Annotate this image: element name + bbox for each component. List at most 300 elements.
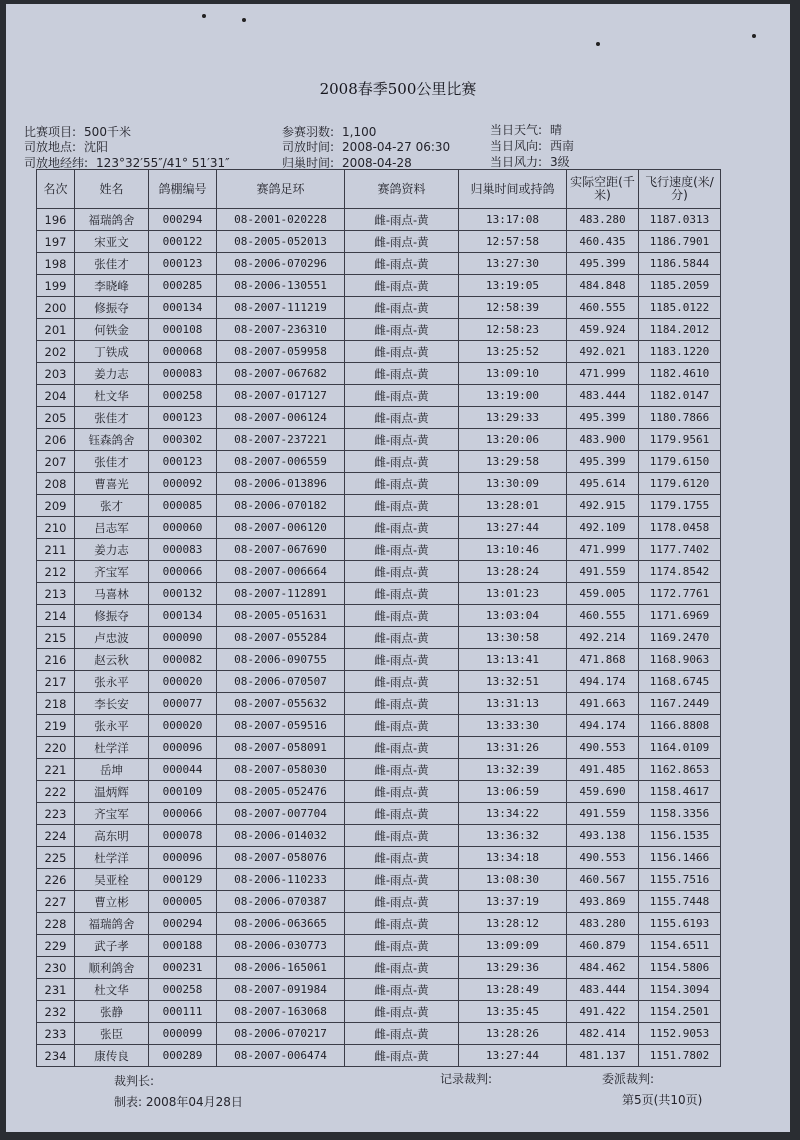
loft-cell: 000132 (149, 583, 217, 605)
distance-cell: 483.280 (567, 913, 639, 935)
ring-cell: 08-2007-059958 (217, 341, 345, 363)
distance-cell: 490.553 (567, 847, 639, 869)
ring-cell: 08-2006-165061 (217, 957, 345, 979)
ring-cell: 08-2006-070217 (217, 1023, 345, 1045)
rank-cell: 234 (37, 1045, 75, 1067)
rank-cell: 209 (37, 495, 75, 517)
table-row (37, 451, 721, 473)
ring-cell: 08-2006-030773 (217, 935, 345, 957)
return-time-cell: 13:28:49 (459, 979, 567, 1001)
loft-cell: 000134 (149, 605, 217, 627)
scan-speck (242, 18, 246, 22)
table-row (37, 1023, 721, 1045)
speed-cell: 1174.8542 (639, 561, 721, 583)
distance-cell: 494.174 (567, 671, 639, 693)
return-time-cell: 13:17:08 (459, 209, 567, 231)
bird-info-cell: 雌-雨点-黄 (345, 1001, 459, 1023)
name-cell: 齐宝军 (75, 803, 149, 825)
scan-speck (202, 14, 206, 18)
rank-cell: 202 (37, 341, 75, 363)
distance-cell: 460.879 (567, 935, 639, 957)
release-place-value: 沈阳 (84, 140, 109, 154)
loft-cell: 000078 (149, 825, 217, 847)
rank-cell: 197 (37, 231, 75, 253)
return-time-cell: 13:31:26 (459, 737, 567, 759)
wind-force-value: 3级 (550, 155, 570, 169)
table-header-row (37, 170, 721, 209)
speed-cell: 1177.7402 (639, 539, 721, 561)
loft-cell: 000122 (149, 231, 217, 253)
bird-info-cell: 雌-雨点-黄 (345, 935, 459, 957)
bird-info-cell: 雌-雨点-黄 (345, 671, 459, 693)
bird-info-cell: 雌-雨点-黄 (345, 627, 459, 649)
name-cell: 何铁金 (75, 319, 149, 341)
loft-cell: 000066 (149, 561, 217, 583)
return-time-cell: 13:09:09 (459, 935, 567, 957)
speed-cell: 1152.9053 (639, 1023, 721, 1045)
ring-cell: 08-2007-006559 (217, 451, 345, 473)
header-speed: 飞行速度(米/分) (639, 170, 721, 209)
table-row (37, 1045, 721, 1067)
table-row (37, 1001, 721, 1023)
return-time-cell: 13:34:18 (459, 847, 567, 869)
speed-cell: 1162.8653 (639, 759, 721, 781)
ring-cell: 08-2007-067682 (217, 363, 345, 385)
speed-cell: 1168.9063 (639, 649, 721, 671)
ring-cell: 08-2006-110233 (217, 869, 345, 891)
table-row (37, 781, 721, 803)
wind-dir-info (490, 137, 574, 154)
loft-cell: 000109 (149, 781, 217, 803)
table-row (37, 275, 721, 297)
name-cell: 张臣 (75, 1023, 149, 1045)
bird-info-cell: 雌-雨点-黄 (345, 869, 459, 891)
name-cell: 张佳才 (75, 407, 149, 429)
table-row (37, 517, 721, 539)
speed-cell: 1185.2059 (639, 275, 721, 297)
bird-info-cell: 雌-雨点-黄 (345, 561, 459, 583)
bird-info-cell: 雌-雨点-黄 (345, 649, 459, 671)
name-cell: 张才 (75, 495, 149, 517)
return-time-cell: 13:08:30 (459, 869, 567, 891)
speed-cell: 1178.0458 (639, 517, 721, 539)
rank-cell: 222 (37, 781, 75, 803)
return-time-cell: 13:25:52 (459, 341, 567, 363)
return-time-cell: 13:35:45 (459, 1001, 567, 1023)
return-time-cell: 13:28:26 (459, 1023, 567, 1045)
wind-dir-value: 西南 (550, 139, 575, 153)
rank-cell: 218 (37, 693, 75, 715)
ring-cell: 08-2006-070507 (217, 671, 345, 693)
chief-judge-label: 裁判长: (114, 1074, 155, 1088)
table-row (37, 847, 721, 869)
speed-cell: 1168.6745 (639, 671, 721, 693)
speed-cell: 1154.2501 (639, 1001, 721, 1023)
table-row (37, 979, 721, 1001)
return-time-cell: 13:06:59 (459, 781, 567, 803)
rank-cell: 215 (37, 627, 75, 649)
rank-cell: 213 (37, 583, 75, 605)
ring-cell: 08-2007-058030 (217, 759, 345, 781)
speed-cell: 1182.4610 (639, 363, 721, 385)
loft-cell: 000005 (149, 891, 217, 913)
header-name: 姓名 (75, 170, 149, 209)
rank-cell: 217 (37, 671, 75, 693)
event-value: 500千米 (84, 125, 131, 139)
release-place-info (24, 138, 108, 155)
name-cell: 顺利鸽舍 (75, 957, 149, 979)
bird-info-cell: 雌-雨点-黄 (345, 473, 459, 495)
ring-cell: 08-2006-070182 (217, 495, 345, 517)
table-row (37, 715, 721, 737)
loft-cell: 000044 (149, 759, 217, 781)
table-row (37, 913, 721, 935)
document-title: 2008春季500公里比赛 (319, 80, 477, 98)
loft-cell: 000123 (149, 451, 217, 473)
name-cell: 吕志军 (75, 517, 149, 539)
rank-cell: 206 (37, 429, 75, 451)
table-row (37, 759, 721, 781)
delegate-judge-label: 委派裁判: (602, 1072, 655, 1086)
rank-cell: 211 (37, 539, 75, 561)
return-time-cell: 13:10:46 (459, 539, 567, 561)
weather-info (490, 121, 562, 138)
bird-info-cell: 雌-雨点-黄 (345, 1045, 459, 1067)
rank-cell: 233 (37, 1023, 75, 1045)
made-date: 制表: 2008年04月28日 (114, 1095, 243, 1109)
bird-info-cell: 雌-雨点-黄 (345, 363, 459, 385)
bird-info-cell: 雌-雨点-黄 (345, 451, 459, 473)
rank-cell: 219 (37, 715, 75, 737)
return-time-cell: 13:03:04 (459, 605, 567, 627)
bird-info-cell: 雌-雨点-黄 (345, 583, 459, 605)
bird-info-cell: 雌-雨点-黄 (345, 407, 459, 429)
name-cell: 康传良 (75, 1045, 149, 1067)
loft-cell: 000083 (149, 539, 217, 561)
bird-info-cell: 雌-雨点-黄 (345, 693, 459, 715)
header-ring: 赛鸽足环 (217, 170, 345, 209)
speed-cell: 1171.6969 (639, 605, 721, 627)
ring-cell: 08-2007-006124 (217, 407, 345, 429)
birds-label: 参赛羽数: (282, 125, 335, 139)
ring-cell: 08-2006-014032 (217, 825, 345, 847)
return-time-cell: 13:28:12 (459, 913, 567, 935)
name-cell: 姜力志 (75, 363, 149, 385)
speed-cell: 1172.7761 (639, 583, 721, 605)
rank-cell: 210 (37, 517, 75, 539)
ring-cell: 08-2007-112891 (217, 583, 345, 605)
rank-cell: 214 (37, 605, 75, 627)
table-row (37, 627, 721, 649)
table-row (37, 803, 721, 825)
table-row (37, 605, 721, 627)
bird-info-cell: 雌-雨点-黄 (345, 825, 459, 847)
rank-cell: 198 (37, 253, 75, 275)
loft-cell: 000134 (149, 297, 217, 319)
loft-cell: 000083 (149, 363, 217, 385)
table-row (37, 341, 721, 363)
distance-cell: 491.559 (567, 561, 639, 583)
return-time-cell: 13:09:10 (459, 363, 567, 385)
rank-cell: 226 (37, 869, 75, 891)
speed-cell: 1179.9561 (639, 429, 721, 451)
distance-cell: 492.915 (567, 495, 639, 517)
loft-cell: 000294 (149, 209, 217, 231)
table-row (37, 737, 721, 759)
distance-cell: 492.214 (567, 627, 639, 649)
release-time-info (282, 138, 450, 155)
rank-cell: 196 (37, 209, 75, 231)
table-row (37, 231, 721, 253)
name-cell: 修振夺 (75, 297, 149, 319)
return-time-cell: 13:27:30 (459, 253, 567, 275)
distance-cell: 483.444 (567, 385, 639, 407)
distance-cell: 492.109 (567, 517, 639, 539)
loft-cell: 000020 (149, 671, 217, 693)
rank-cell: 216 (37, 649, 75, 671)
bird-info-cell: 雌-雨点-黄 (345, 957, 459, 979)
rank-cell: 229 (37, 935, 75, 957)
speed-cell: 1154.5806 (639, 957, 721, 979)
ring-cell: 08-2007-007704 (217, 803, 345, 825)
return-time-cell: 13:19:00 (459, 385, 567, 407)
return-time-cell: 13:29:36 (459, 957, 567, 979)
loft-cell: 000258 (149, 979, 217, 1001)
weather-label: 当日天气: (490, 123, 543, 137)
return-time-cell: 13:28:24 (459, 561, 567, 583)
ring-cell: 08-2001-020228 (217, 209, 345, 231)
table-row (37, 385, 721, 407)
distance-cell: 492.021 (567, 341, 639, 363)
header-distance: 实际空距(千米) (567, 170, 639, 209)
bird-info-cell: 雌-雨点-黄 (345, 979, 459, 1001)
table-row (37, 583, 721, 605)
speed-cell: 1184.2012 (639, 319, 721, 341)
loft-cell: 000129 (149, 869, 217, 891)
table-row (37, 297, 721, 319)
release-time-value: 2008-04-27 06:30 (342, 140, 451, 154)
name-cell: 钰森鸽舍 (75, 429, 149, 451)
bird-info-cell: 雌-雨点-黄 (345, 275, 459, 297)
table-row (37, 473, 721, 495)
loft-cell: 000090 (149, 627, 217, 649)
distance-cell: 491.422 (567, 1001, 639, 1023)
return-time-cell: 13:27:44 (459, 517, 567, 539)
bird-info-cell: 雌-雨点-黄 (345, 517, 459, 539)
loft-cell: 000099 (149, 1023, 217, 1045)
bird-info-cell: 雌-雨点-黄 (345, 1023, 459, 1045)
distance-cell: 460.567 (567, 869, 639, 891)
wind-force-info (490, 153, 570, 170)
loft-cell: 000082 (149, 649, 217, 671)
name-cell: 姜力志 (75, 539, 149, 561)
bird-info-cell: 雌-雨点-黄 (345, 341, 459, 363)
loft-cell: 000258 (149, 385, 217, 407)
distance-cell: 483.900 (567, 429, 639, 451)
distance-cell: 493.138 (567, 825, 639, 847)
return-time-cell: 12:57:58 (459, 231, 567, 253)
loft-cell: 000231 (149, 957, 217, 979)
ring-cell: 08-2007-058076 (217, 847, 345, 869)
bird-info-cell: 雌-雨点-黄 (345, 759, 459, 781)
ring-cell: 08-2006-070296 (217, 253, 345, 275)
return-time-cell: 13:29:33 (459, 407, 567, 429)
speed-cell: 1154.6511 (639, 935, 721, 957)
ring-cell: 08-2006-063665 (217, 913, 345, 935)
speed-cell: 1180.7866 (639, 407, 721, 429)
speed-cell: 1179.6120 (639, 473, 721, 495)
loft-cell: 000285 (149, 275, 217, 297)
header-return-time: 归巢时间或持鸽 (459, 170, 567, 209)
rank-cell: 204 (37, 385, 75, 407)
bird-info-cell: 雌-雨点-黄 (345, 891, 459, 913)
return-time-cell: 13:01:23 (459, 583, 567, 605)
loft-cell: 000289 (149, 1045, 217, 1067)
loft-cell: 000077 (149, 693, 217, 715)
loft-cell: 000092 (149, 473, 217, 495)
loft-cell: 000111 (149, 1001, 217, 1023)
name-cell: 温炳辉 (75, 781, 149, 803)
bird-info-cell: 雌-雨点-黄 (345, 495, 459, 517)
event-label: 比赛项目: (24, 125, 77, 139)
name-cell: 宋亚文 (75, 231, 149, 253)
table-row (37, 209, 721, 231)
distance-cell: 459.924 (567, 319, 639, 341)
release-time-label: 司放时间: (282, 140, 335, 154)
name-cell: 曹喜光 (75, 473, 149, 495)
bird-info-cell: 雌-雨点-黄 (345, 231, 459, 253)
bird-info-cell: 雌-雨点-黄 (345, 385, 459, 407)
distance-cell: 491.485 (567, 759, 639, 781)
speed-cell: 1187.0313 (639, 209, 721, 231)
speed-cell: 1155.7448 (639, 891, 721, 913)
name-cell: 齐宝军 (75, 561, 149, 583)
distance-cell: 495.399 (567, 253, 639, 275)
ring-cell: 08-2006-013896 (217, 473, 345, 495)
distance-cell: 460.435 (567, 231, 639, 253)
loft-cell: 000085 (149, 495, 217, 517)
results-table (36, 169, 721, 1067)
return-time-cell: 13:37:19 (459, 891, 567, 913)
name-cell: 福瑞鸽舍 (75, 209, 149, 231)
speed-cell: 1156.1535 (639, 825, 721, 847)
ring-cell: 08-2007-091984 (217, 979, 345, 1001)
table-row (37, 561, 721, 583)
table-row (37, 363, 721, 385)
record-judge-label: 记录裁判: (440, 1072, 493, 1086)
return-time-cell: 12:58:23 (459, 319, 567, 341)
name-cell: 马喜林 (75, 583, 149, 605)
distance-cell: 494.174 (567, 715, 639, 737)
distance-cell: 491.663 (567, 693, 639, 715)
distance-cell: 459.005 (567, 583, 639, 605)
bird-info-cell: 雌-雨点-黄 (345, 781, 459, 803)
loft-cell: 000068 (149, 341, 217, 363)
speed-cell: 1164.0109 (639, 737, 721, 759)
rank-cell: 199 (37, 275, 75, 297)
return-time-cell: 13:32:39 (459, 759, 567, 781)
table-row (37, 253, 721, 275)
ring-cell: 08-2005-052476 (217, 781, 345, 803)
bird-info-cell: 雌-雨点-黄 (345, 715, 459, 737)
rank-cell: 220 (37, 737, 75, 759)
loft-cell: 000096 (149, 737, 217, 759)
name-cell: 卢忠波 (75, 627, 149, 649)
ring-cell: 08-2007-017127 (217, 385, 345, 407)
distance-cell: 490.553 (567, 737, 639, 759)
distance-cell: 491.559 (567, 803, 639, 825)
ring-cell: 08-2005-052013 (217, 231, 345, 253)
return-time-cell: 13:33:30 (459, 715, 567, 737)
ring-cell: 08-2007-055284 (217, 627, 345, 649)
distance-cell: 495.614 (567, 473, 639, 495)
name-cell: 吴亚栓 (75, 869, 149, 891)
ring-cell: 08-2007-163068 (217, 1001, 345, 1023)
bird-info-cell: 雌-雨点-黄 (345, 539, 459, 561)
distance-cell: 481.137 (567, 1045, 639, 1067)
return-time-cell: 13:31:13 (459, 693, 567, 715)
speed-cell: 1169.2470 (639, 627, 721, 649)
header-rank: 名次 (37, 170, 75, 209)
table-row (37, 891, 721, 913)
ring-cell: 08-2007-055632 (217, 693, 345, 715)
weather-value: 晴 (550, 123, 563, 137)
loft-cell: 000294 (149, 913, 217, 935)
rank-cell: 232 (37, 1001, 75, 1023)
header-bird-info: 赛鸽资料 (345, 170, 459, 209)
name-cell: 高东明 (75, 825, 149, 847)
loft-cell: 000188 (149, 935, 217, 957)
name-cell: 李长安 (75, 693, 149, 715)
distance-cell: 495.399 (567, 451, 639, 473)
speed-cell: 1183.1220 (639, 341, 721, 363)
rank-cell: 201 (37, 319, 75, 341)
rank-cell: 224 (37, 825, 75, 847)
return-time-cell: 13:30:58 (459, 627, 567, 649)
bird-info-cell: 雌-雨点-黄 (345, 319, 459, 341)
name-cell: 赵云秋 (75, 649, 149, 671)
name-cell: 岳坤 (75, 759, 149, 781)
name-cell: 修振夺 (75, 605, 149, 627)
distance-cell: 484.848 (567, 275, 639, 297)
coords-label: 司放地经纬: (24, 156, 89, 170)
name-cell: 李晓峰 (75, 275, 149, 297)
loft-cell: 000108 (149, 319, 217, 341)
ring-cell: 08-2007-058091 (217, 737, 345, 759)
ring-cell: 08-2007-237221 (217, 429, 345, 451)
table-row (37, 407, 721, 429)
table-row (37, 539, 721, 561)
table-row (37, 693, 721, 715)
speed-cell: 1155.7516 (639, 869, 721, 891)
ring-cell: 08-2007-006120 (217, 517, 345, 539)
name-cell: 杜学洋 (75, 737, 149, 759)
return-time-cell: 13:20:06 (459, 429, 567, 451)
table-row (37, 319, 721, 341)
table-row (37, 869, 721, 891)
speed-cell: 1186.5844 (639, 253, 721, 275)
return-time-cell: 13:13:41 (459, 649, 567, 671)
name-cell: 福瑞鸽舍 (75, 913, 149, 935)
distance-cell: 483.444 (567, 979, 639, 1001)
bird-info-cell: 雌-雨点-黄 (345, 209, 459, 231)
return-time-cell: 13:19:05 (459, 275, 567, 297)
return-time-cell: 13:32:51 (459, 671, 567, 693)
rank-cell: 203 (37, 363, 75, 385)
ring-cell: 08-2006-070387 (217, 891, 345, 913)
name-cell: 张佳才 (75, 451, 149, 473)
ring-cell: 08-2005-051631 (217, 605, 345, 627)
